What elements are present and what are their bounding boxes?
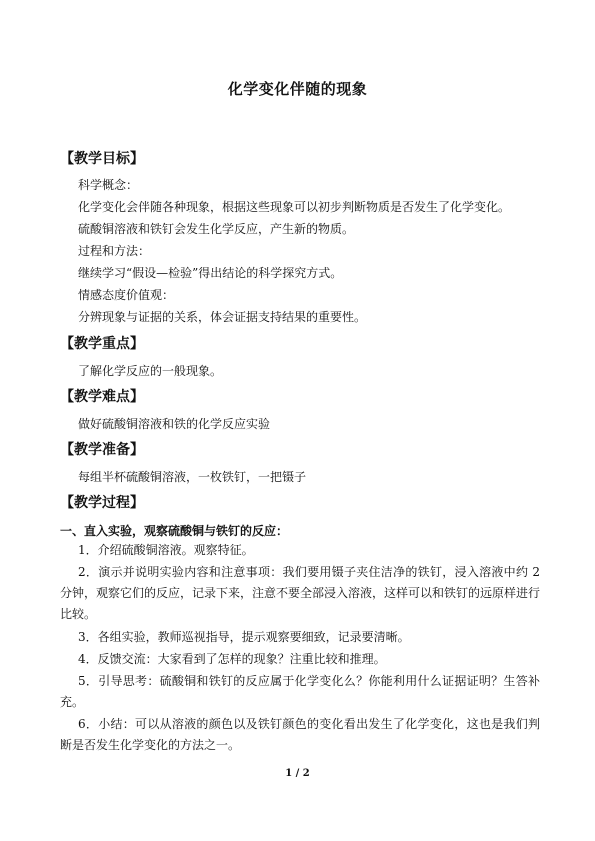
section-heading-difficulties: 【教学难点】 [60,389,144,405]
goals-line: 过程和方法： [78,244,151,258]
process-paragraph: 5．引导思考：硫酸铜和铁钉的反应属于化学变化么？你能利用什么证据证明？生答补充。 [60,674,540,709]
goals-line: 情感态度价值观： [78,288,175,302]
goals-line: 继续学习“假设—检验”得出结论的科学探究方式。 [78,266,343,280]
goals-line: 分辨现象与证据的关系，体会证据支持结果的重要性。 [78,310,367,324]
process-paragraph: 4．反馈交流：大家看到了怎样的现象？注重比较和推理。 [78,652,386,666]
preparation-line: 每组半杯硫酸铜溶液，一枚铁钉，一把镊子 [78,470,307,484]
goals-line: 化学变化会伴随各种现象，根据这些现象可以初步判断物质是否发生了化学变化。 [78,200,511,214]
goals-line: 科学概念： [78,178,139,192]
document-title: 化学变化伴随的现象 [227,80,368,98]
process-paragraph: 6．小结：可以从溶液的颜色以及铁钉颜色的变化看出发生了化学变化，这也是我们判断是否发生化学变化的方法之一。 [60,717,540,752]
section-heading-key-points: 【教学重点】 [60,336,144,352]
section-heading-preparation: 【教学准备】 [60,442,144,458]
key-points-line: 了解化学反应的一般现象。 [78,364,223,378]
process-paragraph: 3．各组实验，教师巡视指导，提示观察要细致，记录要清晰。 [78,630,410,644]
process-paragraph: 1．介绍硫酸铜溶液。观察特征。 [78,543,254,557]
section-heading-goals: 【教学目标】 [60,151,144,167]
process-subheading: 一、直入实验，观察硫酸铜与铁钉的反应： [60,524,289,538]
goals-line: 硫酸铜溶液和铁钉会发生化学反应，产生新的物质。 [78,222,355,236]
page-indicator: 1 / 2 [285,768,310,779]
difficulties-line: 做好硫酸铜溶液和铁的化学反应实验 [78,417,271,431]
section-heading-process: 【教学过程】 [60,495,144,511]
process-paragraph: 2．演示并说明实验内容和注意事项：我们要用镊子夹住洁净的铁钉，浸入溶液中约 2 分钟，观察它们的反应，记录下来，注意不要全部浸入溶液，这样可以和铁钉的远原样进行比较。 [60,565,541,621]
